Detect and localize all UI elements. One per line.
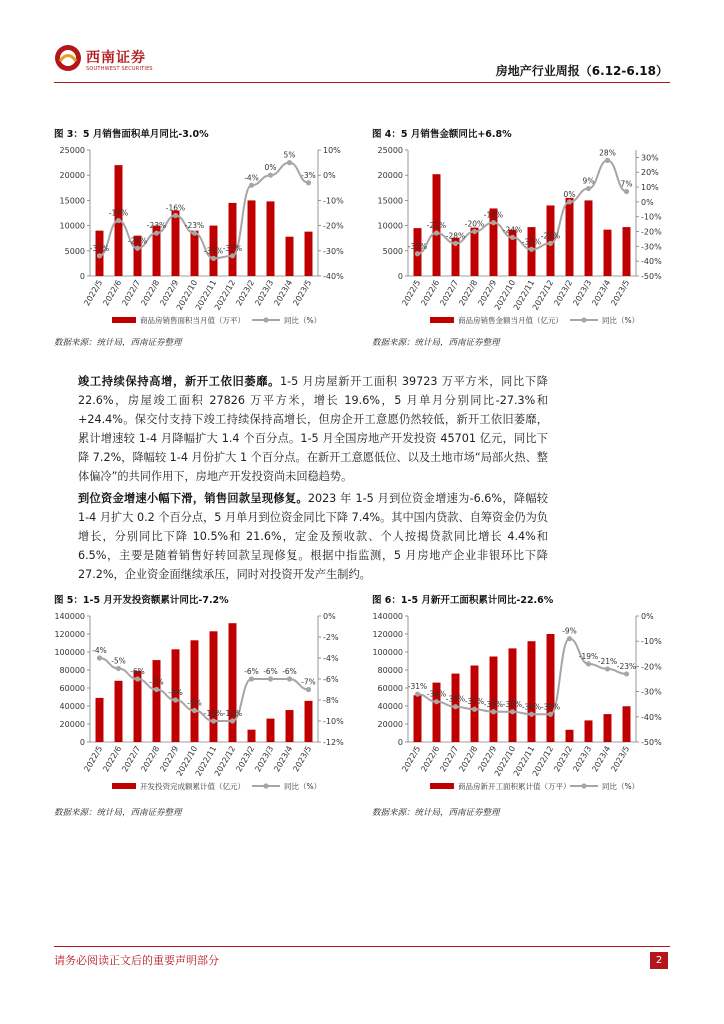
- fig4-chart: [372, 140, 672, 332]
- bar: [604, 230, 612, 276]
- x-tick-label: 2023/4: [272, 744, 295, 774]
- yoy-data-label: -32%: [89, 243, 110, 253]
- x-tick-label: 2022/9: [476, 278, 499, 308]
- paragraph-funding-text: 2023 年 1-5 月到位资金增速为-6.6%，降幅较 1-4 月扩大 0.2 个百分点，5 月单月到位资金同比下降 7.4%。其中国内贷款、自筹资金仍为负增长，分别同比下降 10.5%和 21.6%，定金及预收款、个人按揭贷款同比增长 4.4%和 6.5%，主要是随着销售好转回款呈现修复。根据中指监测，5 月房地产企业非银环比下降 27.2%，企业资金面继续承压，同时对投资开发产生制约。: [78, 492, 548, 581]
- bar: [623, 706, 631, 742]
- yoy-point: [192, 231, 197, 236]
- yoy-data-label: 0%: [264, 163, 277, 173]
- right-tick-label: -20%: [641, 227, 662, 237]
- yoy-data-label: -33%: [203, 246, 224, 256]
- bar: [96, 698, 104, 742]
- legend-bar-label: 商品房销售金额当月值（亿元）: [458, 316, 563, 325]
- yoy-data-label: -6%: [244, 667, 259, 676]
- x-tick-label: 2023/5: [609, 278, 632, 308]
- x-tick-label: 2022/12: [530, 278, 556, 312]
- right-tick-label: -10%: [641, 212, 662, 222]
- yoy-point: [510, 235, 515, 240]
- left-tick-label: 5000: [382, 246, 403, 256]
- yoy-data-label: -21%: [597, 656, 618, 666]
- yoy-point: [586, 186, 591, 191]
- yoy-point: [268, 173, 273, 178]
- footer-divider: [54, 946, 670, 947]
- paragraph-construction: [78, 372, 548, 486]
- left-tick-label: 0: [397, 272, 403, 281]
- yoy-point: [154, 231, 159, 236]
- left-tick-label: 0: [397, 738, 403, 747]
- yoy-data-label: -6%: [263, 667, 278, 676]
- x-tick-label: 2022/7: [120, 744, 143, 774]
- paragraph-construction-lead: 竣工持续保持高增，新开工依旧萎靡。: [78, 375, 281, 388]
- bar: [191, 231, 199, 276]
- fig4-source: 数据来源：统计局，西南证券整理: [372, 338, 500, 348]
- left-tick-label: 0: [79, 738, 85, 747]
- yoy-point: [173, 697, 178, 702]
- yoy-point: [472, 707, 477, 712]
- legend-bar-swatch: [112, 317, 136, 323]
- fig4-title: 图 4：5 月销售金额同比+6.8%: [372, 129, 512, 140]
- right-tick-label: -4%: [323, 654, 339, 663]
- yoy-point: [453, 241, 458, 246]
- fig3-title: 图 3：5 月销售面积单月同比-3.0%: [54, 129, 209, 140]
- yoy-point: [491, 709, 496, 714]
- yoy-data-label: -4%: [92, 646, 107, 655]
- left-tick-label: 100000: [54, 648, 85, 657]
- fig5-source: 数据来源：统计局，西南证券整理: [54, 808, 182, 818]
- left-tick-label: 5000: [64, 246, 85, 256]
- x-tick-label: 2023/4: [590, 744, 613, 774]
- legend-bar-label: 开发投资完成额累计值（亿元）: [140, 782, 245, 791]
- bar: [585, 200, 593, 276]
- yoy-data-label: -23%: [184, 221, 205, 231]
- right-tick-label: -30%: [323, 246, 344, 256]
- yoy-point: [567, 199, 572, 204]
- yoy-point: [586, 661, 591, 666]
- x-tick-label: 2022/7: [438, 744, 461, 774]
- yoy-data-label: -10%: [203, 709, 224, 718]
- left-tick-label: 140000: [372, 612, 403, 621]
- x-tick-label: 2023/3: [253, 278, 276, 308]
- x-tick-label: 2022/9: [158, 744, 181, 774]
- left-tick-label: 120000: [54, 630, 85, 639]
- right-tick-label: 0%: [641, 197, 654, 207]
- x-tick-label: 2022/8: [139, 278, 162, 308]
- x-tick-label: 2023/5: [291, 744, 314, 774]
- yoy-data-label: -8%: [168, 688, 183, 697]
- bar: [229, 203, 237, 276]
- left-tick-label: 40000: [59, 702, 85, 711]
- bar: [248, 200, 256, 276]
- yoy-point: [116, 666, 121, 671]
- yoy-data-label: -28%: [445, 231, 466, 241]
- yoy-data-label: -21%: [426, 221, 447, 231]
- bar: [414, 695, 422, 742]
- right-tick-label: -20%: [641, 662, 662, 672]
- yoy-data-label: -38%: [483, 699, 504, 709]
- legend-line-label: 同比（%）: [602, 316, 640, 325]
- yoy-point: [624, 671, 629, 676]
- page-number: 2: [650, 952, 668, 969]
- yoy-data-label: -9%: [562, 626, 577, 636]
- yoy-point: [434, 699, 439, 704]
- x-tick-label: 2023/2: [234, 744, 257, 774]
- legend-bar-label: 商品房新开工面积累计值（万平）: [458, 782, 571, 791]
- right-tick-label: 0%: [323, 171, 336, 181]
- yoy-point: [116, 218, 121, 223]
- x-tick-label: 2022/8: [457, 744, 480, 774]
- yoy-point: [230, 253, 235, 258]
- x-tick-label: 2022/5: [400, 744, 423, 774]
- yoy-point: [415, 692, 420, 697]
- yoy-point: [97, 253, 102, 258]
- yoy-data-label: -34%: [426, 689, 447, 699]
- bar: [248, 730, 256, 742]
- left-tick-label: 120000: [372, 630, 403, 639]
- yoy-point: [415, 251, 420, 256]
- left-tick-label: 10000: [59, 221, 85, 231]
- bar: [229, 623, 237, 742]
- paragraph-construction-text: 1-5 月房屋新开工面积 39723 万平方米，同比下降 22.6%，房屋竣工面积 27826 万平方米，增长 19.6%，5 月单月分别同比-27.3%和+24.4%。保交付支持下竣工持续保持高增长，但房企开工意愿仍然较低，新开工依旧萎靡，累计增速较 1-4 月降幅扩大 1.4 个百分点。1-5 月全国房地产开发投资 45701 亿元，同比下降 7.2%，降幅较 1-4 月份扩大 1 个百分点。在新开工意愿低位、以及土地市场“局部火热、整体偏冷”的共同作用下，房地产开发投资尚未回稳趋势。: [78, 375, 548, 483]
- yoy-data-label: -31%: [407, 682, 428, 692]
- left-tick-label: 25000: [59, 146, 85, 155]
- yoy-point: [287, 160, 292, 165]
- right-tick-label: -20%: [323, 221, 344, 231]
- legend-line-label: 同比（%）: [602, 782, 640, 791]
- yoy-point: [211, 256, 216, 261]
- legend-line-label: 同比（%）: [284, 782, 322, 791]
- left-tick-label: 80000: [59, 666, 85, 675]
- yoy-point: [605, 158, 610, 163]
- right-tick-label: 0%: [323, 612, 336, 621]
- right-tick-label: -8%: [323, 696, 339, 705]
- bar: [172, 210, 180, 276]
- right-tick-label: -50%: [641, 272, 662, 281]
- legend-bar-label: 商品房销售面积当月值（万平）: [140, 316, 245, 325]
- right-tick-label: 10%: [641, 183, 659, 193]
- fig3-chart: [54, 140, 354, 332]
- x-tick-label: 2022/8: [139, 744, 162, 774]
- yoy-data-label: -29%: [127, 236, 148, 246]
- x-tick-label: 2023/5: [291, 278, 314, 308]
- fig6-title: 图 6：1-5 月新开工面积累计同比-22.6%: [372, 595, 554, 606]
- yoy-point: [268, 676, 273, 681]
- bar: [547, 634, 555, 742]
- yoy-data-label: 7%: [620, 179, 633, 189]
- right-tick-label: -40%: [641, 257, 662, 267]
- bar: [115, 681, 123, 742]
- x-tick-label: 2022/7: [120, 278, 143, 308]
- x-tick-label: 2023/3: [253, 744, 276, 774]
- x-tick-label: 2022/8: [457, 278, 480, 308]
- fig5-chart: [54, 606, 354, 798]
- yoy-point: [192, 708, 197, 713]
- x-tick-label: 2022/10: [492, 744, 518, 778]
- header-divider: [54, 82, 670, 83]
- yoy-point: [529, 247, 534, 252]
- yoy-data-label: -20%: [464, 219, 485, 229]
- bar: [566, 198, 574, 276]
- legend-line-label: 同比（%）: [284, 316, 322, 325]
- bar: [153, 660, 161, 742]
- left-tick-label: 0: [79, 272, 85, 281]
- bar: [566, 730, 574, 742]
- right-tick-label: -50%: [641, 738, 662, 747]
- x-tick-label: 2023/4: [272, 278, 295, 308]
- right-tick-label: -10%: [641, 637, 662, 647]
- left-tick-label: 20000: [59, 720, 85, 729]
- yoy-data-label: -37%: [464, 697, 485, 707]
- bar: [471, 228, 479, 276]
- x-tick-label: 2022/6: [419, 744, 442, 774]
- bar: [191, 640, 199, 742]
- yoy-point: [529, 712, 534, 717]
- x-tick-label: 2023/4: [590, 278, 613, 308]
- bar: [286, 237, 294, 276]
- yoy-data-label: -28%: [540, 231, 561, 241]
- yoy-data-label: -39%: [540, 702, 561, 712]
- yoy-data-label: -14%: [483, 210, 504, 220]
- yoy-data-label: -10%: [222, 709, 243, 718]
- legend-line-marker: [263, 783, 268, 788]
- right-tick-label: 20%: [641, 168, 659, 178]
- yoy-data-label: -6%: [282, 667, 297, 676]
- x-tick-label: 2022/5: [82, 744, 105, 774]
- x-tick-label: 2022/5: [400, 278, 423, 308]
- yoy-point: [434, 230, 439, 235]
- logo-emblem-icon: [54, 44, 82, 72]
- yoy-point: [567, 636, 572, 641]
- yoy-point: [510, 709, 515, 714]
- yoy-point: [287, 676, 292, 681]
- left-tick-label: 15000: [377, 196, 403, 206]
- footer-disclaimer: 请务必阅读正文后的重要声明部分: [54, 954, 219, 967]
- yoy-data-label: -9%: [187, 698, 202, 708]
- yoy-data-label: -3%: [301, 170, 316, 180]
- bar: [623, 227, 631, 276]
- fig6-source: 数据来源：统计局，西南证券整理: [372, 808, 500, 818]
- left-tick-label: 20000: [377, 720, 403, 729]
- x-tick-label: 2022/11: [193, 744, 219, 778]
- bar: [267, 719, 275, 742]
- yoy-point: [249, 183, 254, 188]
- right-tick-label: -12%: [323, 738, 344, 747]
- legend-bar-swatch: [112, 783, 136, 789]
- x-tick-label: 2022/10: [174, 744, 200, 778]
- x-tick-label: 2022/7: [438, 278, 461, 308]
- yoy-data-label: -7%: [301, 677, 316, 687]
- yoy-data-label: -18%: [108, 208, 129, 218]
- yoy-point: [306, 687, 311, 692]
- left-tick-label: 25000: [377, 146, 403, 155]
- yoy-data-label: 0%: [563, 189, 576, 199]
- left-tick-label: 140000: [54, 612, 85, 621]
- right-tick-label: 0%: [641, 612, 654, 621]
- bar: [585, 720, 593, 742]
- paragraph-funding-lead: 到位资金增速小幅下滑，销售回款呈现修复。: [78, 492, 308, 505]
- x-tick-label: 2022/9: [476, 744, 499, 774]
- right-tick-label: -40%: [641, 712, 662, 722]
- bar: [305, 232, 313, 276]
- report-title: 房地产行业周报（6.12-6.18）: [495, 64, 668, 78]
- right-tick-label: -2%: [323, 633, 339, 642]
- yoy-data-label: 28%: [599, 148, 616, 158]
- yoy-data-label: 5%: [283, 150, 296, 160]
- yoy-data-label: -23%: [146, 221, 167, 231]
- fig5-title: 图 5：1-5 月开发投资额累计同比-7.2%: [54, 595, 229, 606]
- yoy-data-label: -36%: [445, 694, 466, 704]
- logo-brand-en: SOUTHWEST SECURITIES: [86, 66, 153, 72]
- x-tick-label: 2022/11: [193, 278, 219, 312]
- x-tick-label: 2022/12: [212, 278, 238, 312]
- yoy-data-label: 9%: [582, 176, 595, 186]
- right-tick-label: -30%: [641, 687, 662, 697]
- x-tick-label: 2022/6: [419, 278, 442, 308]
- x-tick-label: 2022/11: [511, 744, 537, 778]
- left-tick-label: 10000: [377, 221, 403, 231]
- x-tick-label: 2022/10: [492, 278, 518, 312]
- yoy-data-label: -5%: [111, 656, 126, 666]
- fig3-source: 数据来源：统计局，西南证券整理: [54, 338, 182, 348]
- yoy-point: [624, 189, 629, 194]
- legend-bar-swatch: [430, 783, 454, 789]
- right-tick-label: -6%: [323, 675, 339, 684]
- x-tick-label: 2022/6: [101, 744, 124, 774]
- bar: [305, 701, 313, 742]
- left-tick-label: 40000: [377, 702, 403, 711]
- yoy-data-label: -19%: [578, 651, 599, 661]
- yoy-point: [230, 718, 235, 723]
- x-tick-label: 2023/3: [571, 278, 594, 308]
- x-tick-label: 2022/6: [101, 278, 124, 308]
- x-tick-label: 2022/12: [212, 744, 238, 778]
- yoy-point: [135, 676, 140, 681]
- yoy-data-label: -38%: [502, 699, 523, 709]
- right-tick-label: -10%: [323, 196, 344, 206]
- yoy-point: [453, 704, 458, 709]
- yoy-point: [211, 718, 216, 723]
- yoy-data-label: -39%: [521, 702, 542, 712]
- yoy-data-label: -35%: [407, 241, 428, 251]
- left-tick-label: 100000: [372, 648, 403, 657]
- yoy-point: [154, 687, 159, 692]
- legend-line-marker: [581, 783, 586, 788]
- left-tick-label: 20000: [377, 171, 403, 181]
- yoy-data-label: -32%: [222, 243, 243, 253]
- yoy-data-label: -23%: [616, 661, 637, 671]
- left-tick-label: 15000: [59, 196, 85, 206]
- company-logo: [54, 44, 174, 78]
- yoy-data-label: -7%: [149, 677, 164, 687]
- yoy-point: [306, 180, 311, 185]
- left-tick-label: 60000: [377, 684, 403, 693]
- x-tick-label: 2023/2: [234, 278, 257, 308]
- yoy-point: [548, 241, 553, 246]
- yoy-data-label: -4%: [244, 173, 259, 183]
- yoy-point: [548, 712, 553, 717]
- x-tick-label: 2022/5: [82, 278, 105, 308]
- x-tick-label: 2023/2: [552, 278, 575, 308]
- right-tick-label: -30%: [641, 242, 662, 252]
- yoy-point: [97, 655, 102, 660]
- right-tick-label: 30%: [641, 153, 659, 163]
- right-tick-label: 10%: [323, 146, 341, 155]
- x-tick-label: 2022/11: [511, 278, 537, 312]
- x-tick-label: 2022/12: [530, 744, 556, 778]
- x-tick-label: 2023/2: [552, 744, 575, 774]
- legend-line-marker: [263, 317, 268, 322]
- bar: [509, 648, 517, 742]
- yoy-data-label: -24%: [502, 225, 523, 235]
- yoy-data-label: -6%: [130, 667, 145, 676]
- x-tick-label: 2022/10: [174, 278, 200, 312]
- yoy-point: [135, 246, 140, 251]
- fig6-chart: [372, 606, 672, 798]
- yoy-data-label: -32%: [521, 237, 542, 247]
- right-tick-label: -10%: [323, 717, 344, 726]
- yoy-point: [491, 220, 496, 225]
- yoy-point: [472, 229, 477, 234]
- yoy-point: [249, 676, 254, 681]
- legend-line-marker: [581, 317, 586, 322]
- left-tick-label: 60000: [59, 684, 85, 693]
- logo-brand-cn: 西南证券: [86, 50, 146, 66]
- bar: [210, 631, 218, 742]
- bar: [604, 714, 612, 742]
- right-tick-label: -40%: [323, 272, 344, 281]
- bar: [286, 710, 294, 742]
- bar: [267, 201, 275, 276]
- left-tick-label: 20000: [59, 171, 85, 181]
- left-tick-label: 80000: [377, 666, 403, 675]
- x-tick-label: 2023/5: [609, 744, 632, 774]
- x-tick-label: 2023/3: [571, 744, 594, 774]
- yoy-data-label: -16%: [165, 203, 186, 213]
- yoy-point: [173, 213, 178, 218]
- x-tick-label: 2022/9: [158, 278, 181, 308]
- yoy-point: [605, 666, 610, 671]
- paragraph-funding: [78, 489, 548, 584]
- legend-bar-swatch: [430, 317, 454, 323]
- bar: [528, 641, 536, 742]
